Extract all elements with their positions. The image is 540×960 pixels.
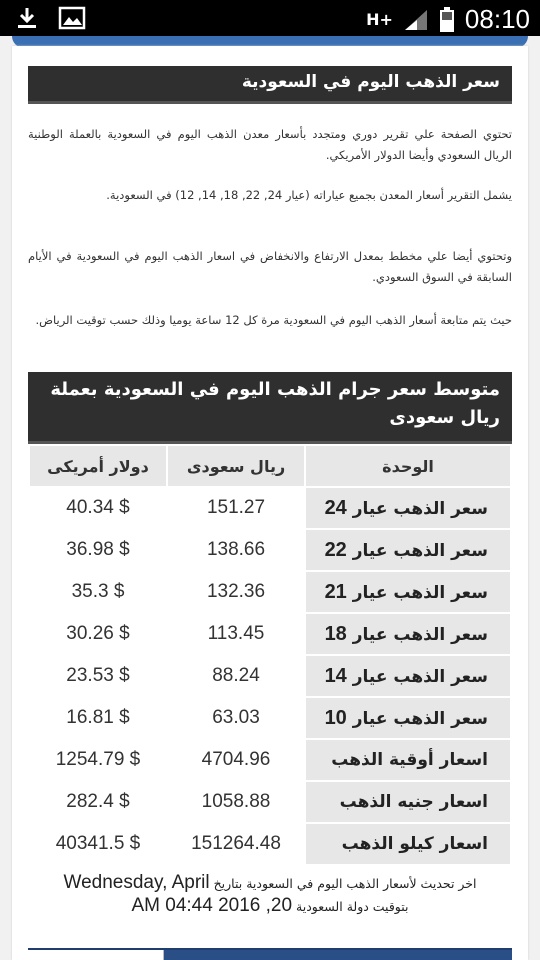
table-row: [30, 614, 510, 654]
intro-paragraph: تحتوي الصفحة علي تقرير دوري ومتجدد بأسعار معدن الذهب اليوم في السعودية بالعملة الوطنية الريال السعودي وأيضا الدولار الأمريكي.: [28, 127, 512, 162]
status-time: 08:10: [464, 4, 530, 34]
next-section-strip: [28, 948, 512, 960]
download-icon: [14, 5, 40, 31]
table-row: [30, 782, 510, 822]
chart-paragraph: وتحتوي أيضا علي مخطط بمعدل الارتفاع والانخفاض في اسعار الذهب اليوم في السعودية في الأيام السابقة في السوق السعودي.: [28, 249, 512, 284]
prices-table: [28, 444, 512, 866]
sar-price-cell: 1058.88: [168, 782, 304, 822]
unit-label: سعر الذهب عيار: [346, 498, 488, 519]
table-row: [30, 656, 510, 696]
usd-price-cell: $ 1254.79: [30, 740, 166, 780]
last-update: [28, 872, 512, 918]
usd-price-cell: $ 40.34: [30, 488, 166, 528]
usd-price-cell: $ 30.26: [30, 614, 166, 654]
unit-label: اسعار أوقية الذهب: [331, 750, 488, 770]
table-row: [30, 572, 510, 612]
update-frequency-paragraph: حيث يتم متابعة أسعار الذهب اليوم في السعودية مرة كل 12 ساعة يوميا وذلك حسب توقيت الرياض.: [35, 313, 512, 327]
karat-number: 18: [324, 622, 347, 645]
karat-number: 24: [324, 496, 347, 519]
update-prefix: اخر تحديث لأسعار الذهب اليوم في السعودية بتاريخ: [213, 876, 477, 891]
unit-cell: [306, 698, 510, 738]
karat-number: 22: [324, 538, 347, 561]
unit-label: سعر الذهب عيار: [346, 666, 488, 687]
update-date-part2: 20, 2016 04:44 AM: [131, 895, 293, 916]
battery-icon: [439, 7, 455, 33]
image-icon: [58, 5, 86, 31]
sar-price-cell: 151264.48: [168, 824, 304, 864]
sar-price-cell: 88.24: [168, 656, 304, 696]
karat-number: 14: [324, 664, 347, 687]
table-row: [30, 824, 510, 864]
usd-price-cell: $ 35.3: [30, 572, 166, 612]
unit-cell: [306, 488, 510, 528]
update-suffix: بتوقيت دولة السعودية: [296, 899, 409, 914]
unit-label: سعر الذهب عيار: [346, 540, 488, 561]
usd-price-cell: $ 40341.5: [30, 824, 166, 864]
table-row: [30, 698, 510, 738]
unit-label: سعر الذهب عيار: [346, 708, 488, 729]
update-date-part1: Wednesday, April: [63, 872, 210, 893]
unit-cell: [306, 530, 510, 570]
sar-price-cell: 138.66: [168, 530, 304, 570]
next-section-tab: [28, 950, 164, 960]
header-usd: دولار أمريكى: [30, 446, 166, 486]
karat-number: 21: [324, 580, 347, 603]
unit-label: سعر الذهب عيار: [346, 582, 488, 603]
header-unit: الوحدة: [306, 446, 510, 486]
content-card: [12, 46, 528, 960]
karat-number: 10: [324, 706, 347, 729]
table-body: [30, 488, 510, 864]
sar-price-cell: 4704.96: [168, 740, 304, 780]
unit-cell: [306, 824, 510, 864]
usd-price-cell: $ 23.53: [30, 656, 166, 696]
table-row: [30, 740, 510, 780]
unit-label: سعر الذهب عيار: [346, 624, 488, 645]
unit-label: اسعار جنيه الذهب: [339, 792, 488, 812]
table-row: [30, 530, 510, 570]
unit-cell: [306, 782, 510, 822]
table-title: متوسط سعر جرام الذهب اليوم في السعودية بعملة ريال سعودى: [28, 372, 512, 444]
unit-label: اسعار كيلو الذهب: [341, 834, 488, 854]
unit-cell: [306, 656, 510, 696]
sar-price-cell: 63.03: [168, 698, 304, 738]
network-type-label: H+: [366, 10, 393, 29]
table-header-row: [30, 446, 510, 486]
usd-price-cell: $ 36.98: [30, 530, 166, 570]
unit-cell: [306, 614, 510, 654]
header-sar: ريال سعودى: [168, 446, 304, 486]
unit-cell: [306, 740, 510, 780]
usd-price-cell: $ 282.4: [30, 782, 166, 822]
status-bar: [0, 0, 540, 36]
unit-cell: [306, 572, 510, 612]
page-title: سعر الذهب اليوم في السعودية: [28, 66, 512, 104]
sar-price-cell: 132.36: [168, 572, 304, 612]
sar-price-cell: 113.45: [168, 614, 304, 654]
table-row: [30, 488, 510, 528]
karats-paragraph: يشمل التقرير أسعار المعدن بجميع عياراته (عيار 24, 22, 18, 14, 12) في السعودية.: [106, 188, 512, 202]
usd-price-cell: $ 16.81: [30, 698, 166, 738]
signal-icon: [403, 8, 429, 32]
sar-price-cell: 151.27: [168, 488, 304, 528]
